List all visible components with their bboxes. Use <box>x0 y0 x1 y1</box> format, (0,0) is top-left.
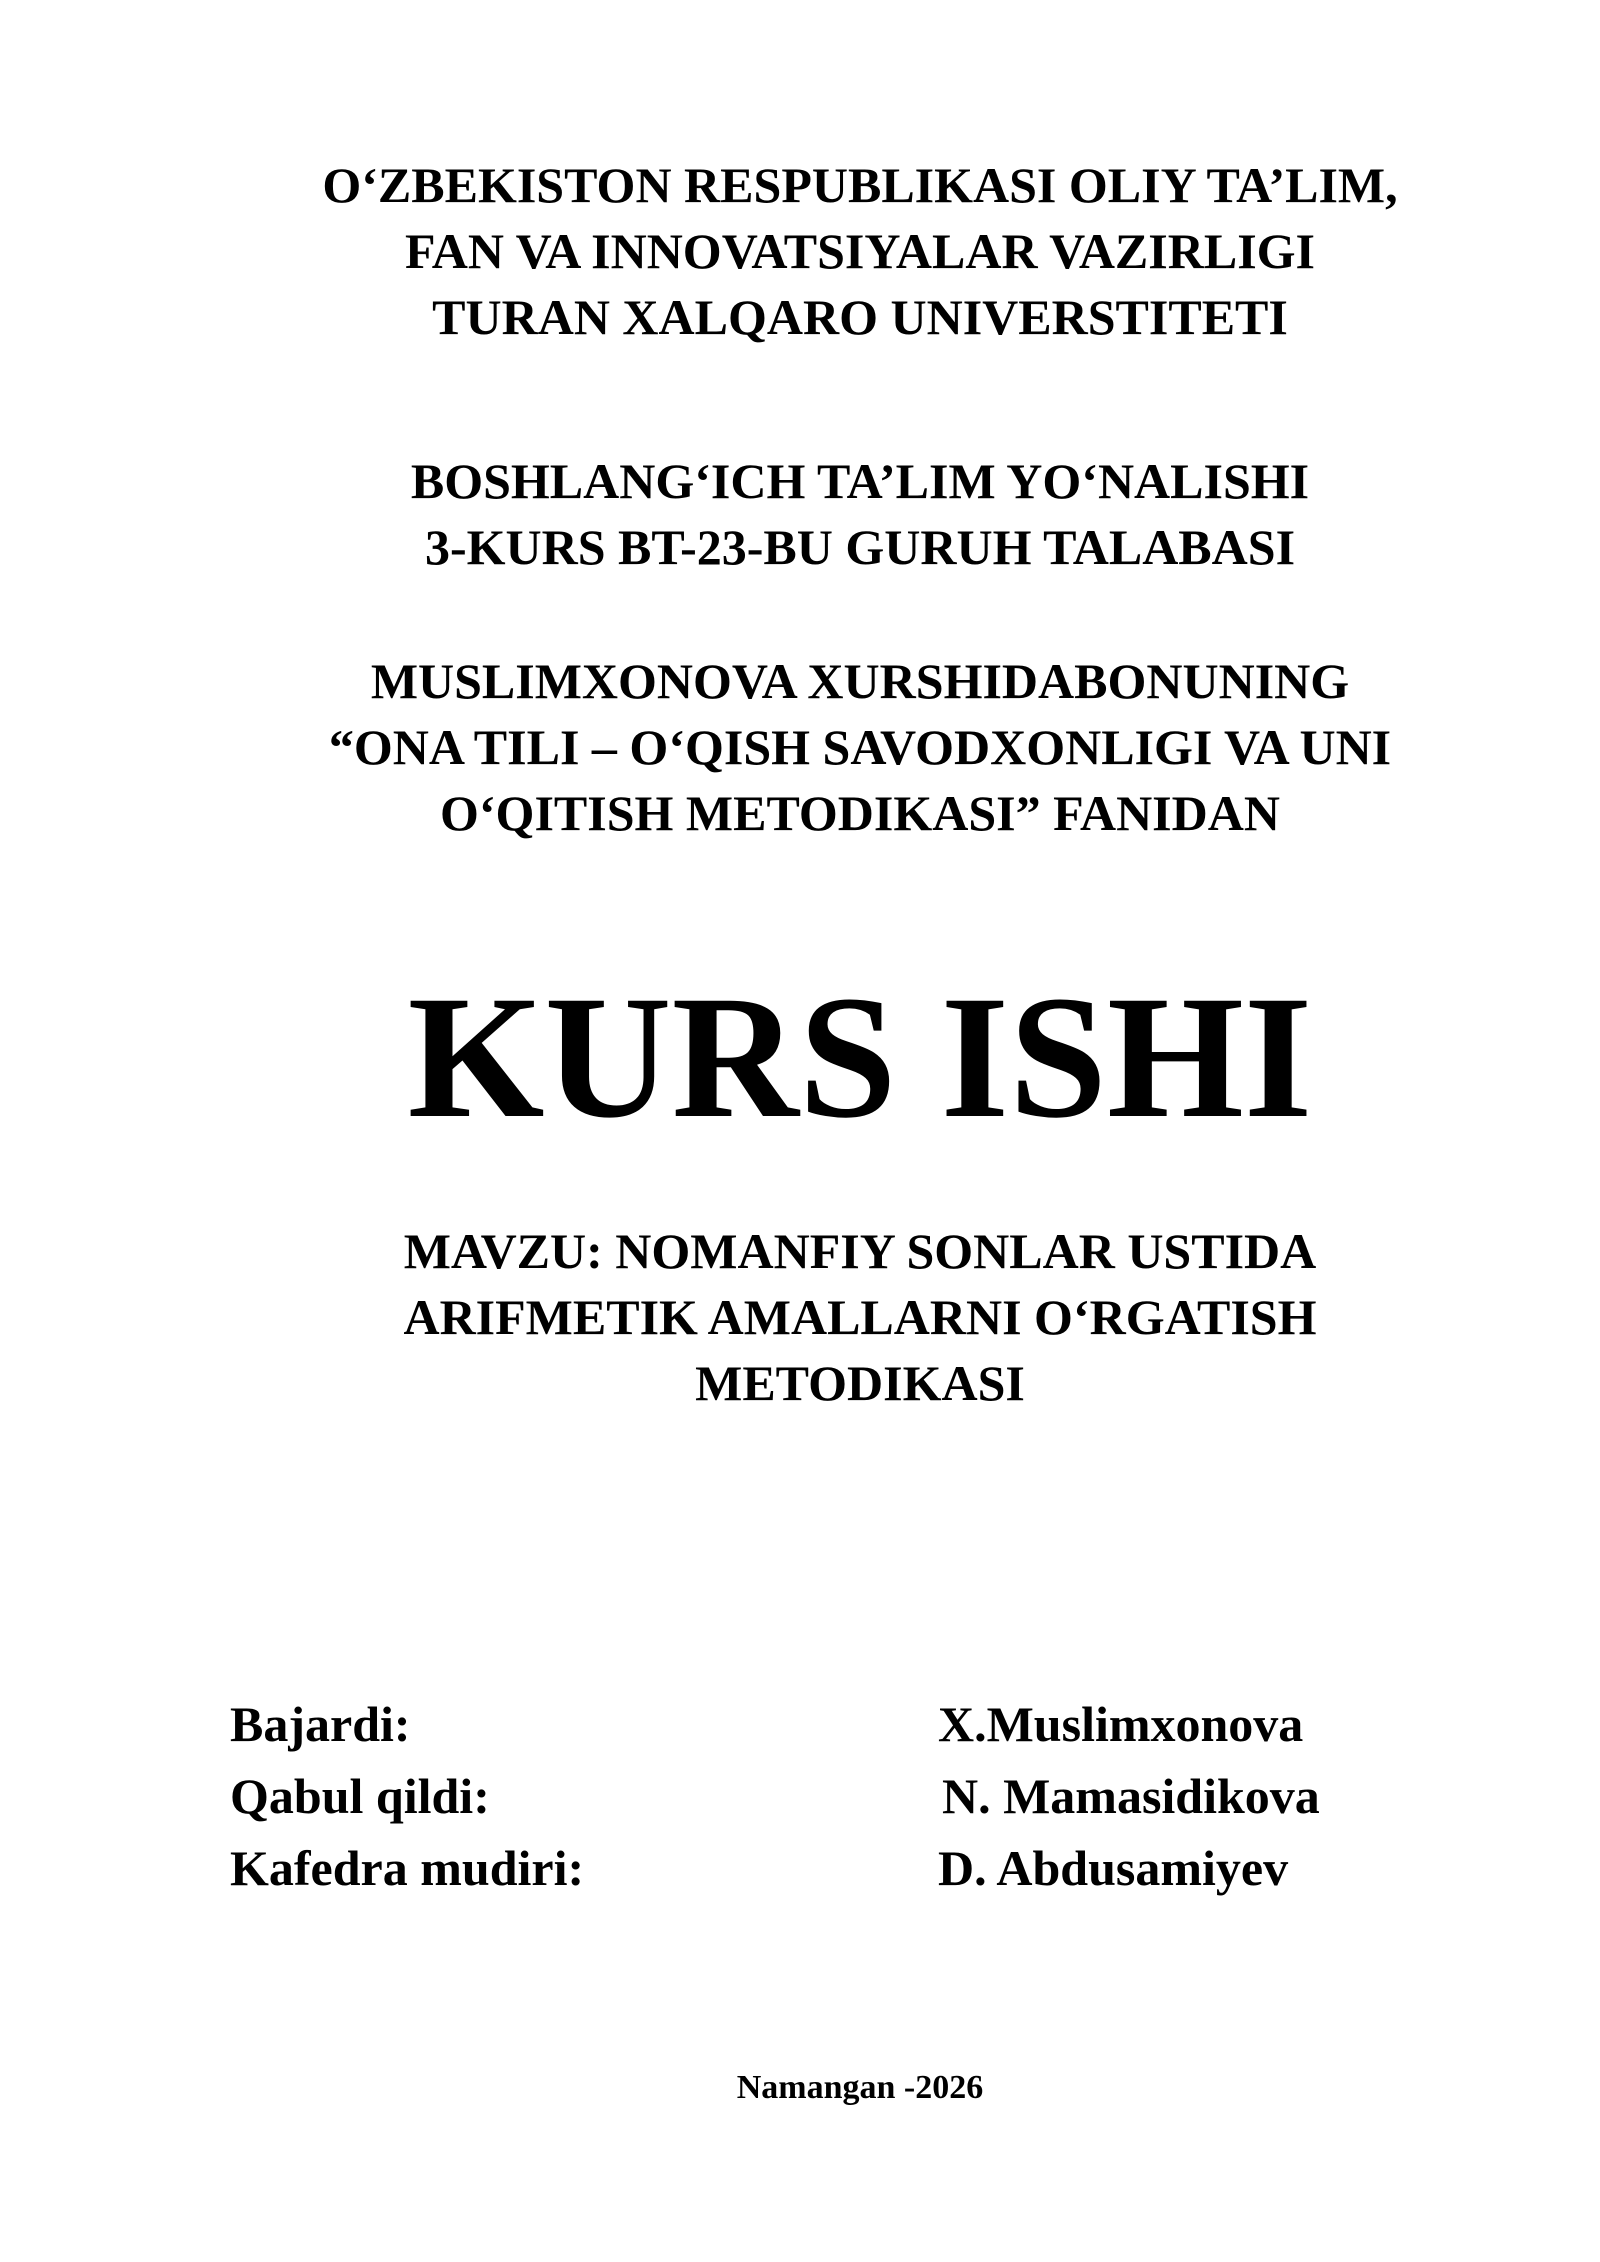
signature-row <box>230 1764 1430 1828</box>
topic-line: METODIKASI <box>695 1355 1025 1411</box>
place-year-footer: Namangan -2026 <box>736 2069 984 2106</box>
direction-line: BOSHLANG‘ICH TA’LIM YO‘NALISHI <box>410 453 1310 509</box>
signature-role: Bajardi: <box>230 1696 411 1752</box>
signature-role: Kafedra mudiri: <box>230 1840 585 1896</box>
signature-row <box>230 1692 1430 1756</box>
signature-person: N. Mamasidikova <box>942 1768 1320 1824</box>
student-subject-block <box>200 648 1520 846</box>
group-line: 3-KURS BT-23-BU GURUH TALABASI <box>424 519 1296 575</box>
university-name: TURAN XALQARO UNIVERSTITETI <box>432 289 1288 345</box>
subject-line: “ONA TILI – O‘QISH SAVODXONLIGI VA UNI <box>328 719 1392 775</box>
student-name-line: MUSLIMXONOVA XURSHIDABONUNING <box>370 653 1350 709</box>
topic-line: MAVZU: NOMANFIY SONLAR USTIDA <box>403 1223 1317 1279</box>
subject-line: O‘QITISH METODIKASI” FANIDAN <box>440 785 1280 841</box>
document-title: KURS ISHI <box>407 960 1313 1155</box>
topic-line: ARIFMETIK AMALLARNI O‘RGATISH <box>403 1289 1317 1345</box>
ministry-line: FAN VA INNOVATSIYALAR VAZIRLIGI <box>404 223 1316 279</box>
topic-block <box>200 1218 1520 1416</box>
ministry-header <box>200 152 1520 350</box>
signature-role: Qabul qildi: <box>230 1768 490 1824</box>
signature-row <box>230 1836 1430 1900</box>
ministry-line: O‘ZBEKISTON RESPUBLIKASI OLIY TA’LIM, <box>322 157 1398 213</box>
signature-person: X.Muslimxonova <box>938 1696 1304 1752</box>
signature-person: D. Abdusamiyev <box>938 1840 1289 1896</box>
direction-block <box>200 448 1520 580</box>
